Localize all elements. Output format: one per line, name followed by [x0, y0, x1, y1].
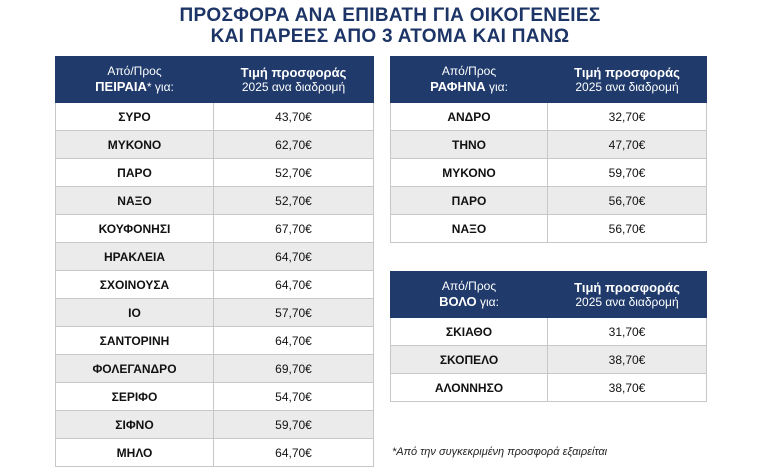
- volos-from-label: Από/Προς: [441, 279, 497, 293]
- price-cell: 38,70€: [548, 346, 707, 374]
- table-row: [56, 383, 374, 411]
- price-cell: 56,70€: [548, 215, 707, 243]
- table-row: [56, 439, 374, 467]
- volos-origin-header: [391, 272, 548, 318]
- price-cell: 64,70€: [214, 327, 374, 355]
- volos-price-header: [548, 272, 707, 318]
- volos-city-suffix: για:: [476, 295, 499, 309]
- destination-cell: ΣΚΟΠΕΛΟ: [391, 346, 548, 374]
- destination-cell: ΠΑΡΟ: [391, 187, 548, 215]
- piraeus-city-name: ΠΕΙΡΑΙΑ: [95, 79, 147, 94]
- table-row: [56, 103, 374, 131]
- price-cell: 57,70€: [214, 299, 374, 327]
- price-cell: 38,70€: [548, 374, 707, 402]
- table-row: [391, 131, 707, 159]
- table-row: [56, 131, 374, 159]
- piraeus-price-header-label: Τιμή προσφοράς: [240, 64, 347, 80]
- rafina-price-header: [548, 57, 707, 103]
- table-row: [391, 346, 707, 374]
- destination-cell: ΠΑΡΟ: [56, 159, 214, 187]
- destination-cell: ΑΛΟΝΝΗΣΟ: [391, 374, 548, 402]
- rafina-price-header-label: Τιμή προσφοράς: [574, 64, 680, 80]
- price-cell: 43,70€: [214, 103, 374, 131]
- price-cell: 67,70€: [214, 215, 374, 243]
- price-cell: 56,70€: [548, 187, 707, 215]
- table-row: [56, 299, 374, 327]
- table-row: [56, 187, 374, 215]
- price-cell: 69,70€: [214, 355, 374, 383]
- destination-cell: ΣΙΦΝΟ: [56, 411, 214, 439]
- volos-price-header-label: Τιμή προσφοράς: [574, 279, 680, 295]
- rafina-from-label: Από/Προς: [441, 64, 497, 78]
- table-row: [56, 271, 374, 299]
- footnote: *Από την συγκεκριμένη προσφορά εξαιρείται: [392, 446, 608, 458]
- destination-cell: ΣΥΡΟ: [56, 103, 214, 131]
- table-row: [56, 215, 374, 243]
- price-cell: 64,70€: [214, 271, 374, 299]
- destination-cell: ΗΡΑΚΛΕΙΑ: [56, 243, 214, 271]
- page-title-line-2: ΚΑΙ ΠΑΡΕΕΣ ΑΠΟ 3 ΑΤΟΜΑ ΚΑΙ ΠΑΝΩ: [210, 26, 570, 47]
- destination-cell: ΝΑΞΟ: [56, 187, 214, 215]
- piraeus-price-table: [55, 56, 374, 467]
- destination-cell: ΝΑΞΟ: [391, 215, 548, 243]
- table-row: [56, 411, 374, 439]
- price-cell: 32,70€: [548, 103, 707, 131]
- table-row: [56, 243, 374, 271]
- destination-cell: ΣΕΡΙΦΟ: [56, 383, 214, 411]
- destination-cell: ΣΚΙΑΘΟ: [391, 318, 548, 346]
- piraeus-origin-header: [56, 57, 214, 103]
- destination-cell: ΣΑΝΤΟΡΙΝΗ: [56, 327, 214, 355]
- piraeus-price-header-sub: 2025 ανα διαδρομή: [241, 79, 346, 94]
- price-cell: 52,70€: [214, 187, 374, 215]
- price-cell: 59,70€: [548, 159, 707, 187]
- rafina-price-header-sub: 2025 ανα διαδρομή: [575, 79, 679, 94]
- piraeus-city-suffix: * για:: [146, 80, 174, 94]
- destination-cell: ΑΝΔΡΟ: [391, 103, 548, 131]
- table-row: [391, 374, 707, 402]
- price-cell: 54,70€: [214, 383, 374, 411]
- price-cell: 59,70€: [214, 411, 374, 439]
- price-cell: 62,70€: [214, 131, 374, 159]
- volos-price-table: [390, 271, 707, 402]
- destination-cell: ΣΧΟΙΝΟΥΣΑ: [56, 271, 214, 299]
- destination-cell: ΜΗΛΟ: [56, 439, 214, 467]
- price-cell: 64,70€: [214, 243, 374, 271]
- table-row: [391, 318, 707, 346]
- piraeus-price-header: [214, 57, 374, 103]
- piraeus-from-label: Από/Προς: [107, 64, 162, 78]
- table-row: [56, 159, 374, 187]
- price-cell: 64,70€: [214, 439, 374, 467]
- destination-cell: ΚΟΥΦΟΝΗΣΙ: [56, 215, 214, 243]
- price-cell: 31,70€: [548, 318, 707, 346]
- table-row: [391, 103, 707, 131]
- table-row: [391, 215, 707, 243]
- table-row: [391, 187, 707, 215]
- rafina-city-name: ΡΑΦΗΝΑ: [430, 79, 486, 94]
- volos-city-name: ΒΟΛΟ: [439, 294, 477, 309]
- page-title-line-1: ΠΡΟΣΦΟΡΑ ΑΝΑ ΕΠΙΒΑΤΗ ΓΙΑ ΟΙΚΟΓΕΝΕΙΕΣ: [179, 5, 601, 26]
- table-row: [56, 327, 374, 355]
- table-row: [391, 159, 707, 187]
- price-cell: 47,70€: [548, 131, 707, 159]
- price-cell: 52,70€: [214, 159, 374, 187]
- destination-cell: ΜΥΚΟΝΟ: [56, 131, 214, 159]
- destination-cell: ΙΟ: [56, 299, 214, 327]
- table-row: [56, 355, 374, 383]
- rafina-city-suffix: για:: [485, 80, 508, 94]
- volos-price-header-sub: 2025 ανα διαδρομή: [575, 294, 679, 309]
- rafina-price-table: [390, 56, 707, 243]
- rafina-origin-header: [391, 57, 548, 103]
- destination-cell: ΤΗΝΟ: [391, 131, 548, 159]
- destination-cell: ΜΥΚΟΝΟ: [391, 159, 548, 187]
- destination-cell: ΦΟΛΕΓΑΝΔΡΟ: [56, 355, 214, 383]
